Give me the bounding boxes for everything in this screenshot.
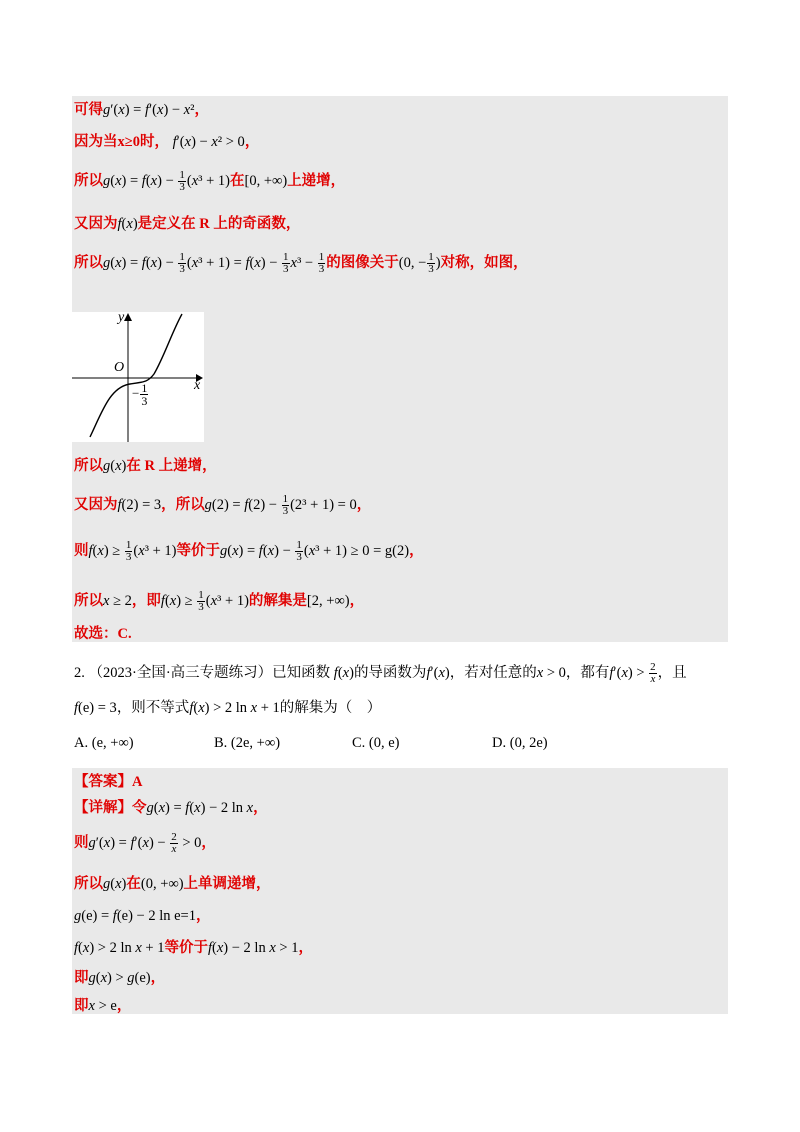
answer-line-3: 所以g(x)在(0, +∞)上单调递增， bbox=[74, 876, 271, 892]
graph-y-label: y bbox=[118, 310, 125, 325]
function-graph bbox=[72, 312, 204, 442]
answer-line-4: g(e) = f(e) − 2 ln e=1， bbox=[74, 908, 211, 924]
option-a[interactable]: A. (e, +∞) bbox=[74, 735, 134, 751]
question-source: （2023·全国·高三专题练习）已知函数 bbox=[88, 664, 331, 681]
answer-line-6: 即g(x) > g(e)， bbox=[74, 970, 166, 986]
solution-line-7: 又因为f(2) = 3，所以g(2) = f(2) − $\frac{1}{3}$ (2³ + 1) = 0， bbox=[74, 493, 372, 517]
solution-line-5: 所以g(x) = f(x) − $\frac{1}{3}$ (x³ + 1) = f(x) − $\frac{1}{3}$ x³ − $\frac{1}{3}$ 的图像关于(0, − $\frac{1}{3}$ )对称，如图， bbox=[74, 251, 528, 275]
question-line-2: f(e) = 3，则不等式f(x) > 2 ln x + 1的解集为（ ） bbox=[74, 700, 382, 716]
solution-line-3: 所以g(x) = f(x) − $\frac{1}{3}$ (x³ + 1)在[0, +∞)上递增， bbox=[74, 169, 346, 193]
option-c[interactable]: C. (0, e) bbox=[352, 735, 400, 751]
option-b[interactable]: B. (2e, +∞) bbox=[214, 735, 281, 751]
solution-line-4: 又因为f(x)是定义在 R 上的奇函数， bbox=[74, 216, 301, 232]
solution-line-10: 故选：C. bbox=[74, 626, 132, 642]
answer-label: 【答案】A bbox=[74, 774, 143, 790]
answer-line-5: f(x) > 2 ln x + 1等价于f(x) − 2 ln x > 1， bbox=[74, 940, 313, 956]
graph-x-label: x bbox=[194, 378, 201, 393]
answer-line-1: 【详解】令g(x) = f(x) − 2 ln x， bbox=[74, 800, 268, 816]
option-d[interactable]: D. (0, 2e) bbox=[492, 735, 548, 751]
graph-point-label: − $\frac{1}{3}$ bbox=[132, 381, 148, 408]
solution-line-1: 可得g′(x) = f′(x) − x²， bbox=[74, 102, 210, 118]
solution-line-8: 则f(x) ≥ $\frac{1}{3}$ (x³ + 1)等价于g(x) = f(x) − $\frac{1}{3}$ (x³ + 1) ≥ 0 = g(2)， bbox=[74, 539, 424, 563]
graph-origin-label: O bbox=[114, 360, 125, 375]
solution-line-6: 所以g(x)在 R 上递增， bbox=[74, 458, 217, 474]
answer-line-7: 即x > e， bbox=[74, 998, 132, 1014]
question-line-1: 2. （2023·全国·高三专题练习）已知函数 f(x)的导函数为f′(x)，若对任意的x > 0，都有f′(x) > $\frac{2}{x}$ ，且 bbox=[74, 661, 687, 685]
solution-line-9: 所以x ≥ 2，即f(x) ≥ $\frac{1}{3}$ (x³ + 1)的解集是[2, +∞)， bbox=[74, 589, 365, 613]
answer-line-2: 则g′(x) = f′(x) − $\frac{2}{x}$ > 0， bbox=[74, 831, 216, 855]
solution-line-2: 因为当x≥0时， f′(x) − x² > 0， bbox=[74, 134, 260, 150]
question-number: 2. bbox=[74, 664, 85, 681]
